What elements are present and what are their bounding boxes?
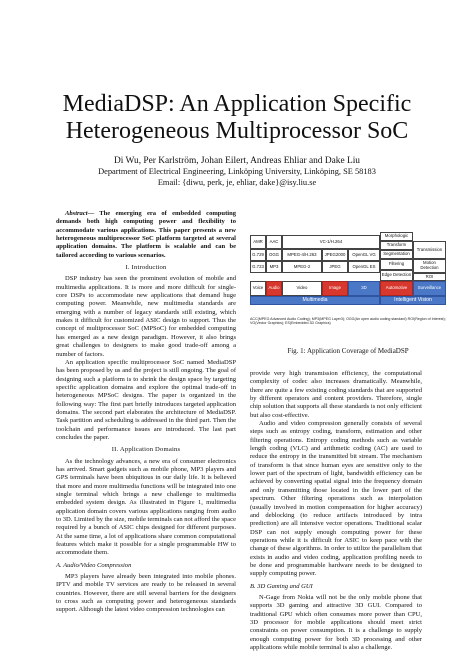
abstract-label: Abstract — [65, 210, 88, 217]
domains-paragraph-1: As the technology advances, a new era of consumer electronics has arrived. Smart gadgets such as mobile phone, MP3 players and GPS terminals have been ubiquitous in our daily life. It is believed that more and more multimedia functions will be integrated into one single terminal which brings a new challenge to multimedia embedded system design. As illustrated in Figure 1, multimedia application domain covers various applications ranging from audio to 3D. Limited by the size, mobile terminals can not afford the space required by a bunch of ASIC chips designed for different purposes. At the same time, a lot of applications share common computational features which make it possible for a single programmable HW to accommodate them. — [56, 457, 236, 557]
section-heading-application-domains: II. Application Domains — [111, 446, 181, 454]
fig-cell-voice: Voice — [250, 281, 266, 296]
affiliation: Department of Electrical Engineering, Linköping University, Linköping, SE 58183 — [98, 167, 376, 176]
fig-cell-automotive: Automotive — [380, 281, 413, 296]
fig-cell-video: Video — [282, 281, 322, 296]
fig-cell-mpeg4: MPEG-4/H.263 — [282, 249, 322, 261]
figure-caption: Fig. 1: Application Coverage of MediaDSP — [287, 347, 409, 355]
subsection-heading-3d-gaming: B. 3D Gaming and GUI — [250, 582, 313, 590]
fig-cell-3d: 3D — [348, 281, 380, 296]
fig-cell-g723: G.723 — [250, 261, 266, 273]
fig-cell-filtering: Filtering — [380, 259, 413, 270]
fig-cell-aac: AAC — [266, 235, 282, 249]
fig-cell-image: Image — [322, 281, 348, 296]
application-coverage-figure — [250, 230, 446, 344]
fig-cell-openglvg: OpenGL VG — [348, 249, 380, 261]
fig-cell-roi: ROI — [413, 273, 446, 281]
audio-video-paragraph-1: MP3 players have already been integrated into mobile phones. IPTV and mobile TV services are ready to be released in several countries. However, there are still several barriers for the designers to cross such as computing power and heterogeneous standards support. Although the latest video compression technologies can — [56, 573, 236, 614]
fig-cell-opengles: OpenGL ES — [348, 261, 380, 273]
email-line: Email: {diwu, perk, je, ehliar, dake}@isy.liu.se — [157, 178, 317, 187]
fig-cell-jpeg2000: JPEG2000 — [322, 249, 348, 261]
paper-title-line-1: MediaDSP: An Application Specific — [62, 91, 412, 117]
fig-cell-transmission: Transmission — [413, 241, 446, 259]
intro-paragraph-1: DSP industry has seen the prominent evolution of mobile and multimedia applications. It is more and more difficult for single-core DSPs to accommodate new applications that demand huge computing power. Meanwhile, new multimedia standards are emerging with a number of legacy standards still existing, which makes it difficult for customized ASIC design to support. Thus the concept of multiprocessor SoC (MPSoC) for embedded computing has emerged as a new design paradigm. However, it also brings great challenges to designers to make good trade-off among a number of factors. — [56, 275, 236, 358]
author-list: Di Wu, Per Karlström, Johan Eilert, Andreas Ehliar and Dake Liu — [113, 156, 360, 166]
abstract-text: — The emerging era of embedded computing demands both high computing power and flexibility to accommodate various applications. This paper presents a new heterogeneous multiprocessor SoC platform targeted at several application domains. The platform is scalable and can be tailored according to various scenarios. — [56, 210, 236, 259]
fig-cell-motion-detection: Motion Detection — [413, 259, 446, 273]
intro-paragraph-2: An application specific multiprocessor SoC named MediaDSP has been proposed by us and the project is still ongoing. The goal of designing such a platform is to shrink the design space by targeting specific application domains and explore the optimal trade-off in heterogeneous MPSoC designs. The paper is organized in the following way: The first part briefly introduces targeted application domains. The second part elaborates the architecture of MediaDSP. Task partition and scheduling is addressed in the third part. Then the toolchain and performance issues are introduced. The last part concludes the paper. — [56, 358, 236, 441]
fig-bar-multimedia: Multimedia — [250, 296, 380, 305]
fig-cell-mpeg2: MPEG-2 — [282, 261, 322, 273]
right-paragraph-1: provide very high transmission efficiency, the computational complexity of codec also increases dramatically. Meanwhile, there are quite a few existing coding standards that are supported by different operators and content providers. Therefore, single chip solution that supports all these standards is not only efficient but also cost-effective. — [250, 370, 422, 419]
right-paragraph-2: Audio and video compression generally consists of several steps such as entropy coding, transform, estimation and other filtering operations. Entropy coding methods such as variable length coding (VLC) and arithmetic coding (AC) are used to reduce the entropy in the transmitted bit stream. The mechanism of transform is that since human eyes are sensitive only to the lower part of the spectrum of light, bandwidth efficiency can be achieved by converting spatial signal into the frequency domain and only transmitting those located in the lower part of the spectrum. Other filtering operations such as interpolation (usually involved in motion compensation for higher accuracy) and deblocking (to reduce artifacts introduced by intra prediction) are all intensive vector operations. Traditional scalar DSP can not supply enough computing power for these operations while it is difficult for ASIC to keep pace with the change of these algorithms. In order to utilize the parallelism that exists in audio and video coding, application profiling needs to be done and programmable hardware needs to be designed to supply computing power. — [250, 420, 422, 578]
abstract — [56, 210, 236, 260]
fig-cell-mp3: MP3 — [266, 261, 282, 273]
left-column — [56, 210, 236, 615]
fig-bar-intelligent-vision: Intelligent Vision — [380, 296, 446, 305]
subsection-heading-audio-video: A. Audio/Video Compression — [56, 561, 132, 569]
right-column — [250, 370, 422, 652]
fig-cell-segmentation: Segmentation — [380, 250, 413, 259]
fig-cell-transform: Transform — [380, 241, 413, 250]
fig-cell-amr: AMR — [250, 235, 266, 249]
paper-title-line-2: Heterogeneous Multiprocessor SoC — [65, 118, 409, 144]
3d-gaming-paragraph-1: N-Gage from Nokia will not be the only mobile phone that supports 3D gaming and attractive 3D GUI. Compared to traditional GPU which often consumes more power than CPU, 3D processor for mobile applications should meet strict constraints on power consumption. It is a challenge to supply enough computing power for both 3D processing and other applications while mobile terminal is also a challenge. — [250, 593, 422, 651]
fig-cell-ogg: OGG — [266, 249, 282, 261]
fig-cell-jpeg: JPEG — [322, 261, 348, 273]
fig-cell-audio: Audio — [266, 281, 282, 296]
fig-abbreviation-note: ACC(MPEG Advanced Audio Coding); MP3(MPEG Layer3); OGG(An open audio coding standard) ROI(Region of Interest); VG(Vector Graphics); ES(Embedded 3D Graphics) — [250, 317, 446, 326]
fig-cell-g729: G.729 — [250, 249, 266, 261]
fig-cell-morphologic: Morphologic — [380, 232, 413, 241]
fig-cell-surveillance: Surveillance — [413, 281, 446, 296]
fig-cell-edge-detection: Edge Detection — [380, 270, 413, 281]
fig-cell-vc1: VC-1/H.264 — [282, 235, 380, 249]
section-heading-introduction: I. Introduction — [125, 264, 167, 272]
